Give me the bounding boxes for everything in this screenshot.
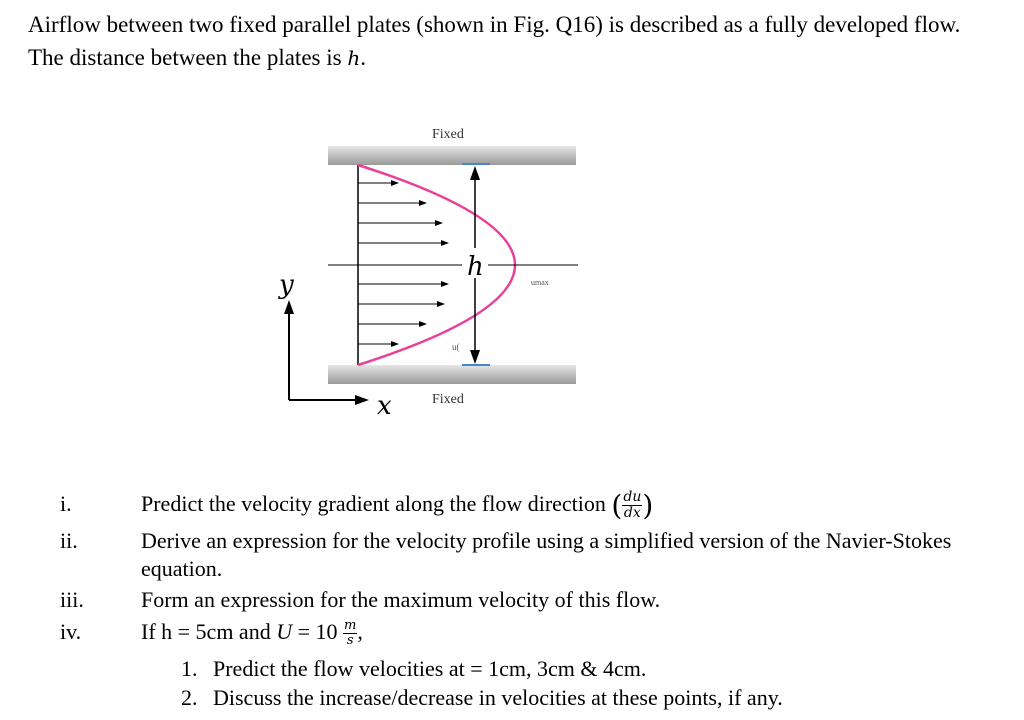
intro-symbol-h: h bbox=[347, 46, 361, 70]
velocity-arrowhead bbox=[391, 341, 399, 347]
fraction-denominator: dx bbox=[623, 505, 641, 522]
velocity-arrowhead bbox=[437, 301, 445, 307]
bottom-plate bbox=[328, 365, 576, 384]
intro-text: Airflow between two fixed parallel plates (shown in Fig. Q16) is described as a fully developed flow. The distance between the plates is bbox=[28, 12, 961, 70]
subitem-text: Predict the flow velocities at = 1cm, 3cm & 4cm. bbox=[213, 656, 647, 681]
subitem-number: 2. bbox=[181, 685, 198, 710]
question-number: ii. bbox=[60, 528, 78, 553]
question-text bbox=[141, 618, 1001, 648]
x-axis-arrowhead bbox=[355, 395, 369, 405]
intro-end: . bbox=[360, 45, 366, 70]
fraction-m-s bbox=[343, 619, 357, 648]
subitem-2 bbox=[181, 684, 783, 712]
subitem-number: 1. bbox=[181, 656, 198, 681]
question-number: i. bbox=[60, 491, 72, 516]
gap-arrow-down bbox=[470, 350, 480, 364]
u-label: u( bbox=[452, 342, 460, 352]
x-axis-label: x bbox=[377, 391, 392, 421]
question-number: iii. bbox=[60, 587, 84, 612]
question-number: iv. bbox=[60, 619, 82, 644]
y-axis-arrowhead bbox=[284, 300, 294, 314]
velocity-arrows bbox=[358, 180, 449, 347]
velocity-arrowhead bbox=[441, 240, 449, 246]
top-fixed-label: Fixed bbox=[432, 127, 464, 142]
question-i-text: Predict the velocity gradient along the flow direction bbox=[141, 491, 606, 516]
top-plate bbox=[328, 146, 576, 165]
question-iv-text-a: If h = 5cm and bbox=[141, 619, 277, 644]
bottom-fixed-label: Fixed bbox=[432, 392, 464, 407]
question-text: Form an expression for the maximum velocity of this flow. bbox=[141, 587, 661, 612]
velocity-arrowhead bbox=[391, 180, 399, 186]
gap-arrow-up bbox=[470, 166, 480, 180]
subitem-1 bbox=[181, 655, 646, 683]
question-text bbox=[141, 490, 1001, 521]
gap-label-h: h bbox=[467, 252, 484, 282]
open-paren: ( bbox=[611, 488, 623, 522]
umax-label: umax bbox=[531, 278, 549, 287]
close-paren: ) bbox=[642, 488, 654, 522]
variable-u: U bbox=[276, 619, 293, 644]
velocity-arrowhead bbox=[435, 220, 443, 226]
fraction-numerator: m bbox=[344, 618, 357, 634]
question-iv-comma: , bbox=[357, 619, 363, 644]
velocity-arrowhead bbox=[419, 200, 427, 206]
question-text: Derive an expression for the velocity profile using a simplified version of the Navier-Stokes equation. bbox=[141, 528, 952, 581]
fraction-numerator: du bbox=[623, 489, 642, 506]
y-axis-label: y bbox=[279, 270, 294, 300]
fraction-du-dx bbox=[622, 490, 642, 521]
subitem-text: Discuss the increase/decrease in velocities at these points, if any. bbox=[213, 685, 783, 710]
fraction-denominator: s bbox=[346, 633, 354, 649]
velocity-arrowhead bbox=[419, 321, 427, 327]
velocity-arrowhead bbox=[441, 281, 449, 287]
question-iv-text-b: = 10 bbox=[292, 619, 338, 644]
